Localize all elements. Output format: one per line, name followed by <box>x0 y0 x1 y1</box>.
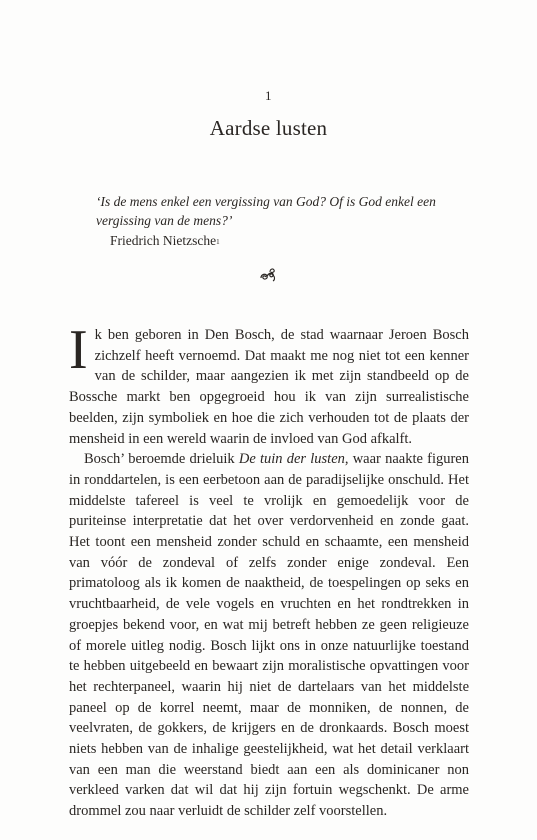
drop-cap: I <box>69 319 88 381</box>
paragraph-2-lead: Bosch’ beroemde drieluik <box>84 451 239 468</box>
chapter-title: Aardse lusten <box>209 116 328 140</box>
chapter-number: 1 <box>265 88 272 103</box>
body-text <box>69 319 469 822</box>
epigraph-author-line <box>110 231 436 250</box>
paragraph-1-text: k ben geboren in Den Bosch, de stad waarnaar Jeroen Bosch zichzelf heeft vernoemd. Dat maakt me nog niet tot een kenner van de schilder, maar aangezien ik met zijn standbeeld op de Bossche markt ben opgegroeid hou ik van zijn surrealistische beelden, zijn symboliek en hoe die zich verhouden tot de plaats der mensheid in een wereld waarin de invloed van God afkalft. <box>69 327 469 447</box>
epigraph <box>96 192 436 250</box>
paragraph-2-text: , waar naakte figuren in ronddartelen, is een eerbetoon aan de paradijselijke onschuld. Het middelste tafereel is veel te vrolijk en gemoedelijk voor de puriteinse interpretatie dat het over verdorvenheid en zonde gaat. Het toont een mensheid zonder schuld en schaamte, een mensheid van vóór de zondeval of zelfs zonder enige zondeval. Een primatoloog als ik komen de naaktheid, de toespelingen op seks en vruchtbaarheid, de vele vogels en vruchten en het rondtrekken in groepjes bekend voor, en wat mij betreft hebben ze geen religieuze of morele uitleg nodig. Bosch lijkt ons in onze natuurlijke toestand te hebben uitgebeeld en bewaart zijn moralistische opvattingen voor het rechterpaneel, waarin hij niet de dartelaars van het middelste paneel op de korrel neemt, maar de monniken, de nonnen, de veelvraten, de gokkers, de krijgers en de dronkaards. Bosch moest niets hebben van de inhalige geestelijkheid, wat het detail verklaart van een man die weerstand biedt aan een als dominicaner non verkleed varken dat wil dat hij zijn fortuin wegschenkt. De arme drommel zou naar verluidt de schilder zelf voorstellen. <box>69 451 469 820</box>
painting-title: De tuin der lusten <box>238 451 345 468</box>
footnote-marker: 1 <box>216 238 220 246</box>
epigraph-quote: ‘Is de mens enkel een vergissing van God? Of is God enkel een vergissing van de mens?’ <box>96 194 436 228</box>
paragraph-2 <box>69 449 469 822</box>
epigraph-author: Friedrich Nietzsche <box>110 233 217 248</box>
vine-ornament-icon <box>258 264 278 284</box>
paragraph-1 <box>69 319 469 449</box>
